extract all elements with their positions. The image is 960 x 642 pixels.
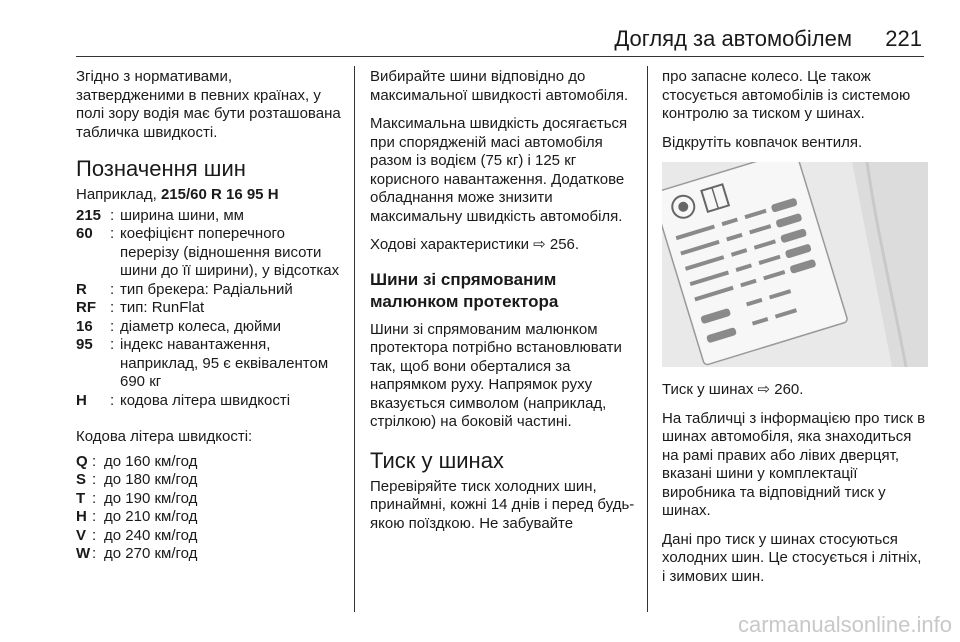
def-key: 16 — [76, 317, 93, 335]
paragraph: Перевіряйте тиск холодних шин, принаймні, кожні 14 днів і перед будь-якою поїздкою. Не забувайте — [370, 477, 635, 532]
page-title: Догляд за автомобілем — [614, 26, 852, 51]
speed-key: S — [76, 471, 87, 488]
column-3 — [662, 68, 928, 596]
def-key: RF — [76, 299, 96, 316]
column-divider-2 — [647, 66, 648, 612]
speed-key: H — [76, 508, 87, 525]
speed-key: V — [76, 526, 87, 544]
speed-code-list: Q : до 160 км/год S : до 180 км/год T : до 190 км/год H : до 210 км/год V : до 240 км/год W : до 270 км/год — [76, 453, 344, 564]
speed-value: до 160 км/год — [104, 452, 198, 470]
speed-key: T — [76, 489, 86, 507]
example-line: Наприклад, 215/60 R 16 95 H — [76, 186, 279, 203]
intro-paragraph: Згідно з нормативами, затвердженими в певних країнах, у полі зору водія має бути розташована табличка швидкості. — [76, 68, 341, 141]
cross-reference[interactable]: Тиск у шинах ⇨ 260. — [662, 381, 804, 398]
def-key: H — [76, 391, 87, 409]
paragraph: Відкрутіть ковпачок вентиля. — [662, 133, 863, 151]
def-value: діаметр колеса, дюйми — [120, 317, 282, 335]
def-value: тип: RunFlat — [120, 299, 205, 316]
door-frame-label-illustration — [662, 162, 928, 367]
speed-key: W — [76, 545, 91, 562]
paragraph: Дані про тиск у шинах стосуються холодних шин. Це стосується і літніх, і зимових шин. — [662, 530, 922, 585]
tire-code-definitions: 215 : ширина шини, мм 60 : коефіцієнт поперечного перерізу (відношення висоти шини до її ширини), у відсотках R : тип брекера: Радіальний RF : тип: RunFlat 16 : діаметр колеса, дюйми 95 : індекс навантаження, наприклад, 95 є еквівалентом 690 кг H : кодова літера швидкості — [76, 207, 344, 411]
paragraph: про запасне колесо. Це також стосується автомобілів із системою контролю за тиском у шинах. — [662, 68, 911, 122]
speed-key: Q — [76, 452, 88, 470]
def-key: 95 — [76, 336, 93, 353]
def-key: 60 — [76, 225, 93, 242]
cross-reference[interactable]: Ходові характеристики ⇨ 256. — [370, 236, 580, 253]
tire-pressure-label-photo — [662, 162, 928, 367]
speed-value: до 180 км/год — [104, 471, 198, 488]
example-code: 215/60 R 16 95 H — [160, 186, 279, 203]
column-divider-1 — [354, 66, 355, 612]
page-header — [0, 0, 960, 60]
def-value: ширина шини, мм — [120, 206, 244, 224]
column-1 — [76, 68, 344, 564]
speed-value: до 270 км/год — [104, 545, 198, 562]
def-key: R — [76, 280, 87, 298]
paragraph: Вибирайте шини відповідно до максимальної швидкості автомобіля. — [370, 68, 629, 104]
def-value: кодова літера швидкості — [120, 391, 291, 409]
page-number: 221 — [885, 26, 922, 51]
paragraph: На табличці з інформацією про тиск в шинах автомобіля, яка знаходиться на рамі правих або лівих дверцят, вказані шини у комплектації виробника та відповідний тиск у шинах. — [662, 409, 926, 519]
def-key: 215 — [76, 206, 102, 224]
def-value: коефіцієнт поперечного перерізу (відношення висоти шини до її ширини), у відсотках — [120, 225, 340, 279]
watermark: carmanualsonline.info — [737, 612, 952, 637]
def-value: тип брекера: Радіальний — [120, 280, 293, 298]
paragraph: Шини зі спрямованим малюнком протектора потрібно встановлювати так, щоб вони оберталися за напрямком руху. Напрямок руху вказується символом (наприклад, стрілкою) на боковій частині. — [370, 320, 622, 430]
header-rule — [76, 56, 924, 57]
def-value: індекс навантаження, наприклад, 95 є еквівалентом 690 кг — [120, 336, 329, 390]
speed-value: до 210 км/год — [104, 508, 198, 525]
speed-value: до 240 км/год — [104, 526, 198, 544]
paragraph: Максимальна швидкість досягається при спорядженій масі автомобіля разом із водієм (75 кг) і 125 кг корисного навантаження. Додаткове обладнання може знизити максимальну швидкість автомобіля. — [370, 115, 628, 225]
section-heading-tire-designation: Позначення шин — [76, 156, 246, 181]
section-heading-directional-tires: Шини зі спрямованим малюнком протектора — [370, 269, 559, 311]
speed-code-intro: Кодова літера швидкості: — [76, 428, 253, 445]
column-2 — [370, 68, 636, 543]
section-heading-tire-pressure: Тиск у шинах — [370, 447, 504, 473]
speed-value: до 190 км/год — [104, 489, 198, 507]
